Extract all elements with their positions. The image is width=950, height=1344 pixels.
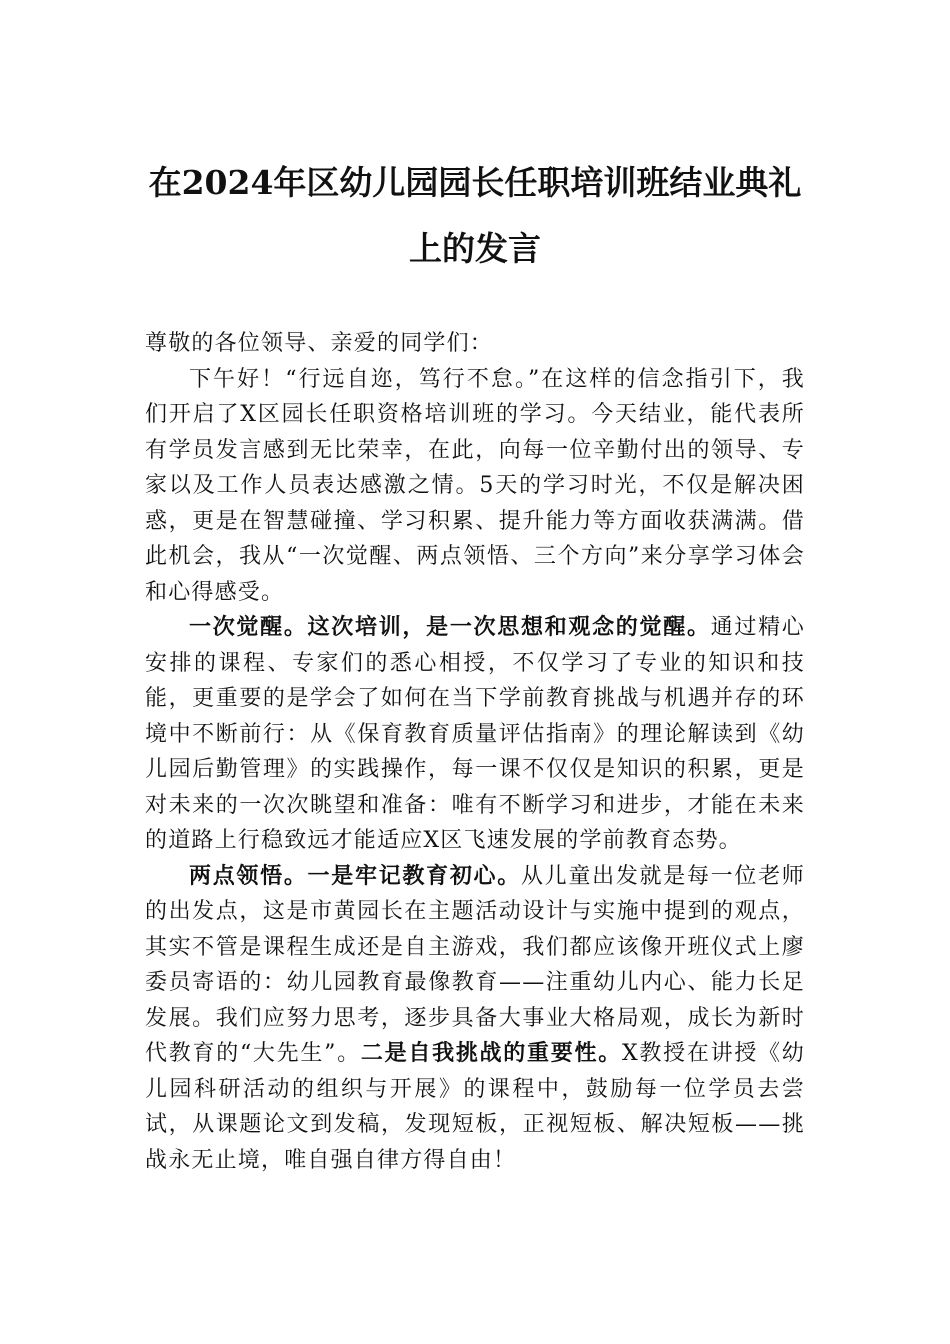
paragraph-insights-subheading: 二是自我挑战的重要性。 [360, 1041, 622, 1066]
paragraph-awakening-text: 通过精心安排的课程、专家们的悉心相授，不仅学习了专业的知识和技能，更重要的是学会了如何在当下学前教育挑战与机遇并存的环境中不断前行：从《保育教育质量评估指南》的理论解读到《幼儿园后勤管理》的实践操作，每一课不仅仅是知识的积累，更是对未来的一次次眺望和准备：唯有不断学习和进步，才能在未来的道路上行稳致远才能适应X区飞速发展的学前教育态势。 [145, 615, 805, 853]
document-body [145, 326, 805, 1178]
paragraph-insights [145, 859, 805, 1179]
paragraph-awakening-heading: 一次觉醒。这次培训，是一次思想和观念的觉醒。 [189, 615, 711, 640]
salutation: 尊敬的各位领导、亲爱的同学们： [145, 331, 494, 356]
document-title: 在2024年区幼儿园园长任职培训班结业典礼上的发言 [148, 163, 802, 268]
paragraph-insights-subtext: X教授在讲授《幼儿园科研活动的组织与开展》的课程中，鼓励每一位学员去尝试，从课题论文到发稿，发现短板，正视短板、解决短板——挑战永无止境，唯自强自律方得自由！ [145, 1041, 806, 1173]
paragraph-greeting: 下午好！“行远自迩，笃行不怠。”在这样的信念指引下，我们开启了X区园长任职资格培训班的学习。今天结业，能代表所有学员发言感到无比荣幸，在此，向每一位辛勤付出的领导、专家以及工作人员表达感激之情。5天的学习时光，不仅是解决困惑，更是在智慧碰撞、学习积累、提升能力等方面收获满满。借此机会，我从“一次觉醒、两点领悟、三个方向”来分享学习体会和心得感受。 [145, 366, 805, 605]
paragraph-awakening [145, 610, 805, 859]
paragraph-insights-text: 从儿童出发就是每一位老师的出发点，这是市黄园长在主题活动设计与实施中提到的观点，其实不管是课程生成还是自主游戏，我们都应该像开班仪式上廖委员寄语的：幼儿园教育最像教育——注重幼儿内心、能力长足发展。我们应努力思考，逐步具备大事业大格局观，成长为新时代教育的“大先生”。 [145, 863, 805, 1066]
paragraph-insights-heading: 两点领悟。一是牢记教育初心。 [189, 863, 521, 889]
